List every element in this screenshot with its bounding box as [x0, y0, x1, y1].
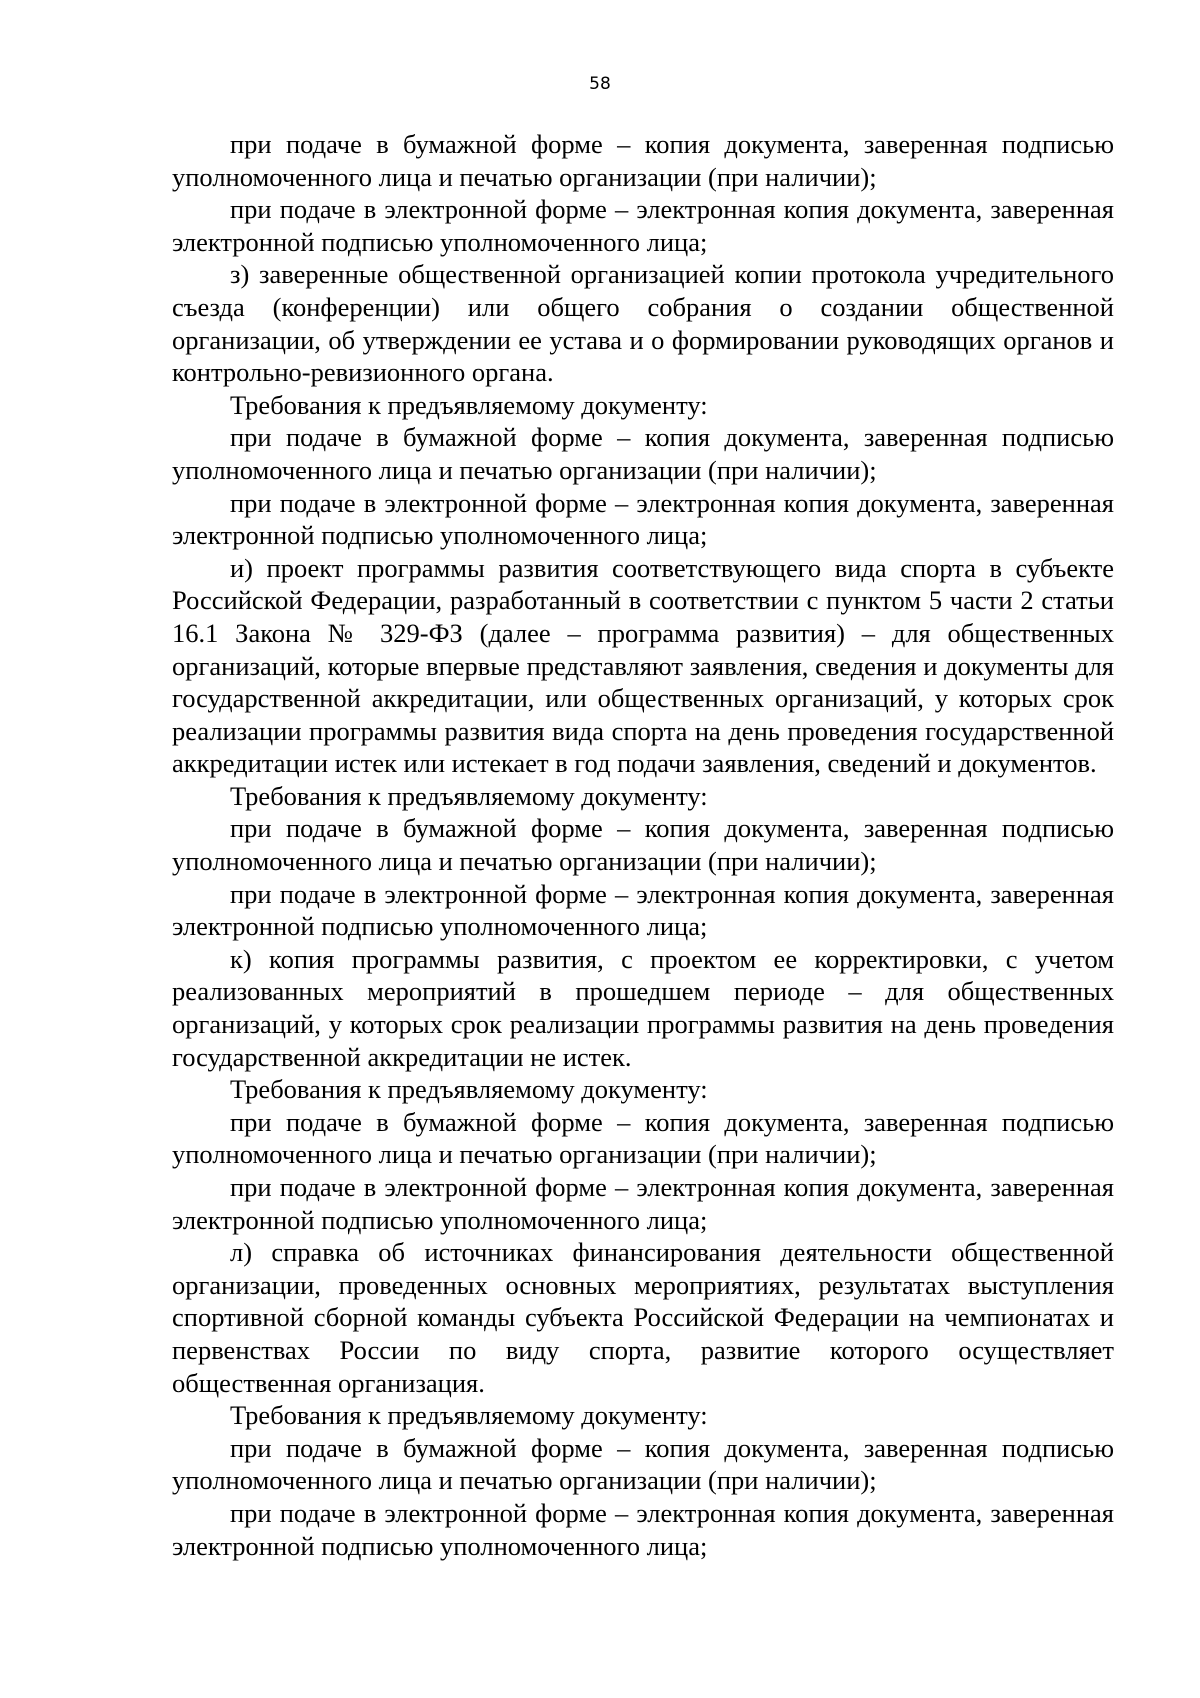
paragraph-electronic-submission: при подаче в электронной форме – электронная копия документа, заверенная электронной подписью уполномоченного лица;: [172, 194, 1114, 257]
paragraph-electronic-submission: при подаче в электронной форме – электронная копия документа, заверенная электронной подписью уполномоченного лица;: [172, 1172, 1114, 1235]
paragraph-item-z: з) заверенные общественной организацией копии протокола учредительного съезда (конференции) или общего собрания о создании общественной организации, об утверждении ее устава и о формировании руководящих органов и контрольно-ревизионного органа.: [172, 259, 1114, 388]
paragraph-requirements: Требования к предъявляемому документу:: [230, 1400, 708, 1431]
document-body: [172, 128, 1114, 1562]
paragraph-paper-submission: при подаче в бумажной форме – копия документа, заверенная подписью уполномоченного лица и печатью организации (при наличии);: [172, 813, 1114, 877]
paragraph-requirements: Требования к предъявляемому документу:: [230, 1074, 708, 1105]
paragraph-item-i: и) проект программы развития соответствующего вида спорта в субъекте Российской Федерации, разработанный в соответствии с пунктом 5 части 2 статьи 16.1 Закона № 329-ФЗ (далее – программа развития) – для общественных организаций, которые впервые представляют заявления, сведения и документы для государственной аккредитации, или общественных организаций, у которых срок реализации программы развития вида спорта на день проведения государственной аккредитации истек или истекает в год подачи заявления, сведений и документов.: [172, 552, 1114, 779]
paragraph-paper-submission: при подаче в бумажной форме – копия документа, заверенная подписью уполномоченного лица и печатью организации (при наличии);: [172, 1106, 1114, 1170]
paragraph-paper-submission: при подаче в бумажной форме – копия документа, заверенная подписью уполномоченного лица и печатью организации (при наличии);: [172, 422, 1114, 485]
paragraph-paper-submission: при подаче в бумажной форме – копия документа, заверенная подписью уполномоченного лица и печатью организации (при наличии);: [172, 1432, 1114, 1496]
paragraph-requirements: Требования к предъявляемому документу:: [230, 389, 708, 420]
paragraph-electronic-submission: при подаче в электронной форме – электронная копия документа, заверенная электронной подписью уполномоченного лица;: [172, 1497, 1114, 1561]
page-number: 58: [589, 74, 611, 94]
paragraph-item-k: к) копия программы развития, с проектом ее корректировки, с учетом реализованных мероприятий в прошедшем периоде – для общественных организаций, у которых срок реализации программы развития на день проведения государственной аккредитации не истек.: [172, 943, 1114, 1072]
paragraph-electronic-submission: при подаче в электронной форме – электронная копия документа, заверенная электронной подписью уполномоченного лица;: [172, 487, 1114, 551]
paragraph-electronic-submission: при подаче в электронной форме – электронная копия документа, заверенная электронной подписью уполномоченного лица;: [172, 878, 1114, 942]
paragraph-paper-submission: при подаче в бумажной форме – копия документа, заверенная подписью уполномоченного лица и печатью организации (при наличии);: [172, 129, 1114, 192]
paragraph-item-l: л) справка об источниках финансирования деятельности общественной организации, проведенных основных мероприятиях, результатах выступления спортивной сборной команды субъекта Российской Федерации на чемпионатах и первенствах России по виду спорта, развитие которого осуществляет общественная организация.: [172, 1237, 1114, 1398]
paragraph-requirements: Требования к предъявляемому документу:: [230, 780, 708, 811]
